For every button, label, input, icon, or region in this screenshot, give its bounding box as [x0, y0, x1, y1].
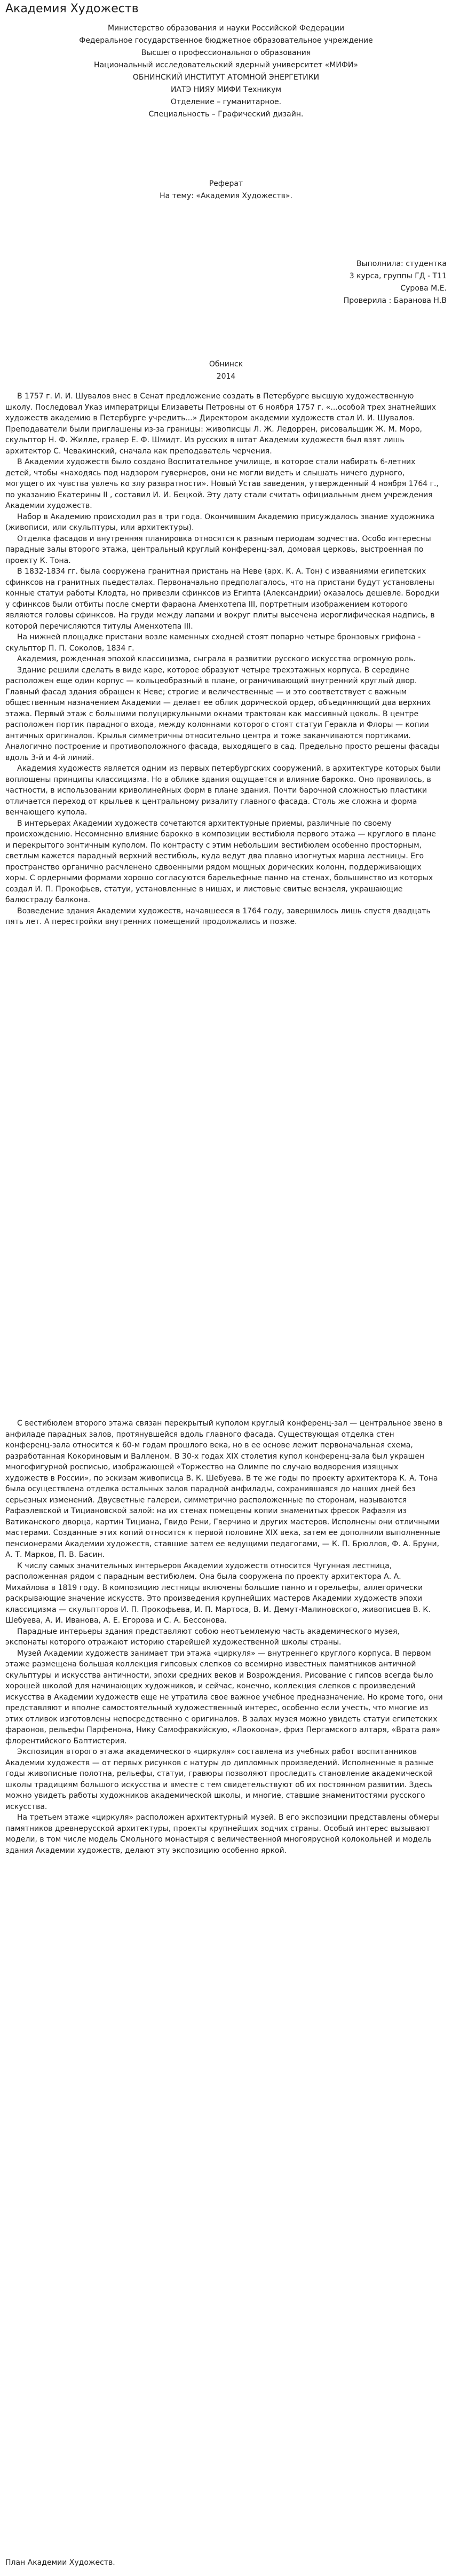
topic: На тему: «Академия Художеств». — [160, 192, 292, 200]
header-line: ОБНИНСКИЙ ИНСТИТУТ АТОМНОЙ ЭНЕРГЕТИКИ — [132, 73, 320, 82]
paragraph: Набор в Академию происходил раз в три года. Окончившим Академию присуждалось звание художника (живописи, или скульптуры, или архитектуры). — [5, 512, 435, 532]
header-line: ИАТЭ НИЯУ МИФИ Техникум — [170, 85, 282, 94]
author-block — [344, 258, 447, 307]
paragraph: Академия художеств является одним из первых петербургских сооружений, в архитектуре которых были воплощены принципы классицизма. Но в облике здания ощущается и влияние барокко. Оно проявилось, в частности, в использовании криволинейных форм в плане здания. Почти барочной сложностью пластики отличается переход от крыльев к центральному ризалиту главного фасада. Столь же сложна и форма венчающего купола. — [5, 764, 441, 817]
institution-header — [0, 22, 452, 121]
paragraph: Здание решили сделать в виде каре, которое образуют четыре трехэтажных корпуса. В середине расположен еще один корпус — кольцеобразный в плане, ограничивающий внутренний круглый двор. Главный фасад здания обращен к Неве; строгие и величественные — и это соответствует с важным общественным назначением Академии — делает ее облик дорической ордер, объединяющий два верхних этажа. Первый этаж с большими полуциркульными окнами трактован как массивный цоколь. В центре расположен портик парадного входа, между колоннами которого стоят статуи Геракла и Флоры — копии античных оригиналов. Крылья симметричны относительно центра и тоже заканчиваются портиками. Аналогично построение и противоположного фасада, выходящего в сад. Предельно просто решены фасады вдоль 3-й и 4-й линий. — [5, 665, 440, 762]
paragraph: В 1757 г. И. И. Шувалов внес в Сенат предложение создать в Петербурге высшую художественную школу. Последовал Указ императрицы Елизаветы Петровны от 6 ноября 1757 г. «...особой трех знатнейших художеств академию в Петербурге учредить...» Директором академии художеств стал И. И. Шувалов. Преподаватели были приглашены из-за границы: живописцы Л. Ж. Ледоррен, рисовальщик Ж. М. Моро, скульптор Н. Ф. Жилле, гравер Е. Ф. Шмидт. Из русских в штат Академии художеств был взят лишь архитектор С. Чевакинский, сначала как преподаватель черчения. — [5, 392, 437, 456]
year: 2014 — [216, 372, 236, 381]
paragraph: Возведение здания Академии художеств, начавшееся в 1764 году, завершилось лишь спустя двадцать пять лет. А перестройки внутренних помещений продолжались и позже. — [5, 906, 431, 926]
author-line: Сурова М.Е. — [400, 284, 447, 293]
paragraph: В интерьерах Академии художеств сочетаются архитектурные приемы, различные по своему происхождению. Несомненно влияние барокко в композиции вестибюля первого этажа — круглого в плане и перекрытого зонтичным куполом. По контрасту с этим небольшим вестибюлем особенно просторным, светлым кажется парадный верхний вестибюль, куда ведут два плавно изогнутых марша лестницы. Его пространство органично расчленено сдвоенными рядом мощных дорических колонн, поддерживающих хоры. С ордерными формами хорошо согласуются барельефные панно на стенах, большинство из которых создал И. П. Прокофьев, статуи, установленные в нишах, и листовые свитые вензеля, украшающие балюстраду балкона. — [5, 819, 436, 904]
plan-caption: План Академии Художеств. — [5, 2558, 115, 2567]
header-line: Министерство образования и науки Российской Федерации — [107, 24, 345, 33]
paragraph: На нижней площадке пристани возле каменных сходней стоят попарно четыре бронзовых грифона - скульптор П. П. Соколов, 1834 г. — [5, 633, 421, 653]
paragraph: Академия, рожденная эпохой классицизма, сыграла в развитии русского искусства огромную роль. — [17, 655, 416, 663]
city: Обнинск — [209, 360, 243, 369]
paragraph: На третьем этаже «циркуля» расположен архитектурный музей. В его экспозиции представлены обмеры памятников древнерусской архитектуры, проекты крупнейших зодчих страны. Особый интерес вызывают модели, в том числе модель Смольного монастыря с величественной многоярусной колокольней и модель здания Академии художеств, делают эту экспозицию особенно яркой. — [5, 1813, 439, 1855]
paragraph: Музей Академии художеств занимает три этажа «циркуля» — внутреннего круглого корпуса. В первом этаже размещена большая коллекция гипсовых слепков со всемирно известных памятников античной скульптуры и искусства античности, эпохи средних веков и Возрождения. Рисование с гипсов всегда было хорошей школой для начинающих художников, и сейчас, конечно, коллекция слепков с произведений искусства в Академии художеств еще не утратила свое важное учебное предназначение. Но кроме того, они представляют и вполне самостоятельный художественный интерес, особенно если учесть, что многие из этих отливок изготовлены непосредственно с оригиналов. В залах музея можно увидеть статуи египетских фараонов, рельефы Парфенона, Нику Самофракийскую, «Лаокоона», фриз Пергамского алтаря, «Врата рая» флорентийского Баптистерия. — [5, 1649, 443, 1745]
paragraph: В 1832-1834 гг. была сооружена гранитная пристань на Неве (арх. К. А. Тон) с изваяниями египетских сфинксов на гранитных пьедесталах. Первоначально предполагалось, что на пристани будут установлены конные статуи работы Клодта, но привезли сфинксов из Египта (Александрии) оказалось дешевле. Бородки у сфинксов были отбиты после смерти фараона Аменхотепа III, портретным изображением которого являются головы сфинксов. На груди между лапами и вокруг плиты высечена иероглифическая надпись, в которой перечисляются титулы Аменхотепа III. — [5, 567, 440, 631]
author-line: 3 курса, группы ГД - Т11 — [349, 272, 447, 280]
body-section-1 — [5, 391, 443, 928]
header-line: Высшего профессионального образования — [141, 49, 311, 57]
paragraph: К числу самых значительных интерьеров Академии художеств относится Чугунная лестница, расположенная рядом с парадным вестибюлем. Она была сооружена по проекту архитектора А. А. Михайлова в 1819 году. В композицию лестницы включены большие панно и горельефы, аллегорически раскрывающие значение искусств. Это произведения крупнейших мастеров Академии художеств эпохи классицизма — скульпторов И. П. Прокофьева, И. П. Мартоса, В. И. Демут-Малиновского, живописцев В. К. Шебуева, А. И. Иванова, А. Е. Егорова и С. А. Бессонова. — [5, 1561, 431, 1625]
paragraph: Парадные интерьеры здания представляют собою неотъемлемую часть академического музея, экспонаты которого отражают историю старейшей художественной школы страны. — [5, 1627, 400, 1647]
header-line: Национальный исследовательский ядерный университет «МИФИ» — [94, 61, 358, 69]
paragraph: Отделка фасадов и внутренняя планировка относятся к разным периодам зодчества. Особо интересны парадные залы второго этажа, центральный круглый конференц-зал, домовая церковь, выстроенная по проекту К. Тона. — [5, 534, 431, 565]
header-line: Специальность – Графический дизайн. — [148, 110, 304, 119]
paragraph: С вестибюлем второго этажа связан перекрытый куполом круглый конференц-зал — центральное звено в анфиладе парадных залов, протянувшейся вдоль главного фасада. Существующая отделка стен конференц-зала относится к 60-м годам прошлого века, но в ее основе лежит первоначальная схема, разработанная Кокориновым и Валленом. В 30-х годах XIX столетия купол конференц-зала был украшен многофигурной росписью, изображающей «Торжество на Олимпе по случаю водворения изящных художеств в России», по эскизам живописца В. К. Шебуева. В те же годы по проекту архитектора К. А. Тона была осуществлена отделка остальных залов парадной анфилады, сохранившаяся до наших дней без серьезных изменений. Двусветные галереи, симметрично расположенные по сторонам, называются Рафаэлевской и Тициановской залой: на их стенах помещены копии знаменитых фресок Рафаэля из Ватиканского дворца, картин Тициана, Гвидо Рени, Гверчино и других мастеров. Исполнены они отличными мастерами. Созданные этих копий относится к первой половине XIX века, затем ее дополнили выполненные пенсионерами Академии художеств, ставшие затем ее ведущими педагогами, — К. П. Брюллов, Ф. А. Бруни, А. Т. Марков, П. В. Басин. — [5, 1419, 443, 1559]
paragraph: Экспозиция второго этажа академического «циркуля» составлена из учебных работ воспитанников Академии художеств — от первых рисунков с натуры до дипломных произведений. Исполненные в разные годы живописные полотна, рельефы, статуи, гравюры позволяют проследить становление академической школы традициям большого искусства и вместе с тем свидетельствуют об их постоянном развитии. Здесь можно увидеть работы художников академической школы, и многие, ставшие знаменитостями русского искусства. — [5, 1748, 434, 1811]
author-line: Выполнила: студентка — [356, 260, 447, 268]
header-line: Федеральное государственное бюджетное образовательное учреждение — [79, 36, 373, 45]
author-line: Проверила : Баранова Н.В — [343, 296, 447, 305]
header-line: Отделение – гуманитарное. — [170, 98, 282, 106]
paragraph: В Академии художеств было создано Воспитательное училище, в которое стали набирать 6-летних детей, чтобы «находясь под надзором гувернеров, они не могли видеть и слышать ничего дурного, могущего их чувства увлечь ко злу развратности». Новый Устав заведения, утвержденный 4 ноября 1764 г., по указанию Екатерины II , составил И. И. Бецкой. Эту дату стали считать официальным днем учреждения Академии художеств. — [5, 458, 439, 510]
doc-type: Реферат — [209, 179, 243, 188]
body-section-2 — [5, 1418, 443, 1856]
document-title: Академия Художеств — [5, 2, 139, 15]
